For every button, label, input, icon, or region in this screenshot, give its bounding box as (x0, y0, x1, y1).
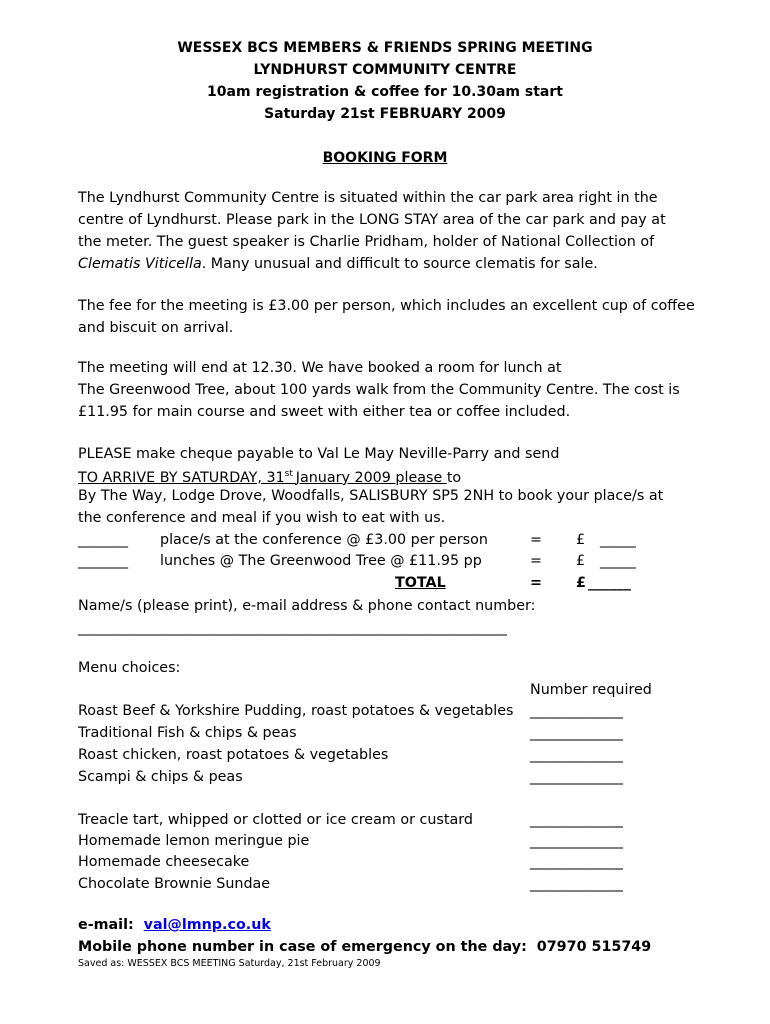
menu-qty-field[interactable]: _____________ (530, 725, 623, 741)
intro-line-4 (78, 254, 598, 274)
saved-as-note: Saved as: WESSEX BCS MEETING Saturday, 21st February 2009 (78, 958, 381, 969)
payment-line-4: the conference and meal if you wish to eat with us. (78, 510, 446, 526)
payment-line-1: PLEASE make cheque payable to Val Le May Neville-Parry and send (78, 446, 560, 462)
lunches-label: lunches @ The Greenwood Tree @ £11.95 pp (160, 553, 482, 569)
dessert-item: Homemade cheesecake (78, 854, 250, 870)
menu-qty-field[interactable]: _____________ (530, 703, 623, 719)
number-required-header: Number required (530, 682, 652, 698)
email-row (78, 915, 271, 935)
equals-sign: = (530, 532, 542, 548)
pound-sign: £ (576, 532, 586, 548)
intro-line-4-rest: . Many unusual and difficult to source clematis for sale. (201, 256, 598, 272)
dessert-qty-field[interactable]: _____________ (530, 812, 623, 828)
payment-line-2: TO ARRIVE BY SATURDAY, 31st January 2009 please to (78, 469, 462, 486)
email-link[interactable]: val@lmnp.co.uk (143, 917, 271, 933)
intro-line-2: centre of Lyndhurst. Please park in the LONG STAY area of the car park and pay at (78, 212, 666, 228)
places-label: place/s at the conference @ £3.00 per person (160, 532, 488, 548)
dessert-qty-field[interactable]: _____________ (530, 854, 623, 870)
dessert-item: Chocolate Brownie Sundae (78, 876, 271, 892)
menu-title: Menu choices: (78, 660, 181, 676)
intro-line-1: The Lyndhurst Community Centre is situated within the car park area right in the (78, 190, 658, 206)
menu-qty-field[interactable]: _____________ (530, 769, 623, 785)
places-amount-field[interactable]: _____ (600, 532, 636, 548)
dessert-qty-field[interactable]: _____________ (530, 876, 623, 892)
mobile-label: Mobile phone number in case of emergency on the day: (78, 939, 527, 955)
total-label: TOTAL (395, 575, 446, 591)
form-title: BOOKING FORM (322, 150, 448, 166)
lunches-amount-field[interactable]: _____ (600, 553, 636, 569)
mobile-row (78, 937, 651, 957)
meeting-date: Saturday 21st FEBRUARY 2009 (264, 106, 506, 122)
equals-sign: = (530, 575, 542, 591)
fee-line-1: The fee for the meeting is £3.00 per person, which includes an excellent cup of coffee (78, 298, 695, 314)
lunch-line-1: The meeting will end at 12.30. We have booked a room for lunch at (78, 360, 562, 376)
equals-sign: = (530, 553, 542, 569)
intro-line-3: the meter. The guest speaker is Charlie Pridham, holder of National Collection of (78, 234, 655, 250)
fee-line-2: and biscuit on arrival. (78, 320, 234, 336)
dessert-qty-field[interactable]: _____________ (530, 833, 623, 849)
pound-sign: £ (576, 553, 586, 569)
lunch-line-3: £11.95 for main course and sweet with either tea or coffee included. (78, 404, 571, 420)
contact-label: Name/s (please print), e-mail address & phone contact number: (78, 598, 536, 614)
menu-item: Traditional Fish & chips & peas (78, 725, 297, 741)
meeting-title: WESSEX BCS MEMBERS & FRIENDS SPRING MEETING (177, 40, 593, 56)
total-amount-field[interactable]: ______ (588, 575, 631, 591)
menu-item: Scampi & chips & peas (78, 769, 243, 785)
dessert-item: Treacle tart, whipped or clotted or ice cream or custard (78, 812, 473, 828)
dessert-item: Homemade lemon meringue pie (78, 833, 310, 849)
contact-field[interactable]: ____________________________________________________________ (78, 620, 507, 636)
places-count-field[interactable]: _______ (78, 532, 129, 548)
registration-time: 10am registration & coffee for 10.30am start (207, 84, 563, 100)
lunch-line-2: The Greenwood Tree, about 100 yards walk from the Community Centre. The cost is (78, 382, 680, 398)
payment-line-3: By The Way, Lodge Drove, Woodfalls, SALISBURY SP5 2NH to book your place/s at (78, 488, 664, 504)
menu-qty-field[interactable]: _____________ (530, 747, 623, 763)
mobile-number: 07970 515749 (536, 939, 652, 955)
deadline-text: TO ARRIVE BY SATURDAY, 31st January 2009 please (78, 469, 447, 486)
clematis-name: Clematis Viticella (78, 256, 202, 272)
pound-sign: £ (576, 575, 586, 591)
menu-item: Roast Beef & Yorkshire Pudding, roast potatoes & vegetables (78, 703, 514, 719)
email-label: e-mail: (78, 917, 134, 933)
lunches-count-field[interactable]: _______ (78, 553, 129, 569)
venue-title: LYNDHURST COMMUNITY CENTRE (253, 62, 517, 78)
menu-item: Roast chicken, roast potatoes & vegetables (78, 747, 389, 763)
